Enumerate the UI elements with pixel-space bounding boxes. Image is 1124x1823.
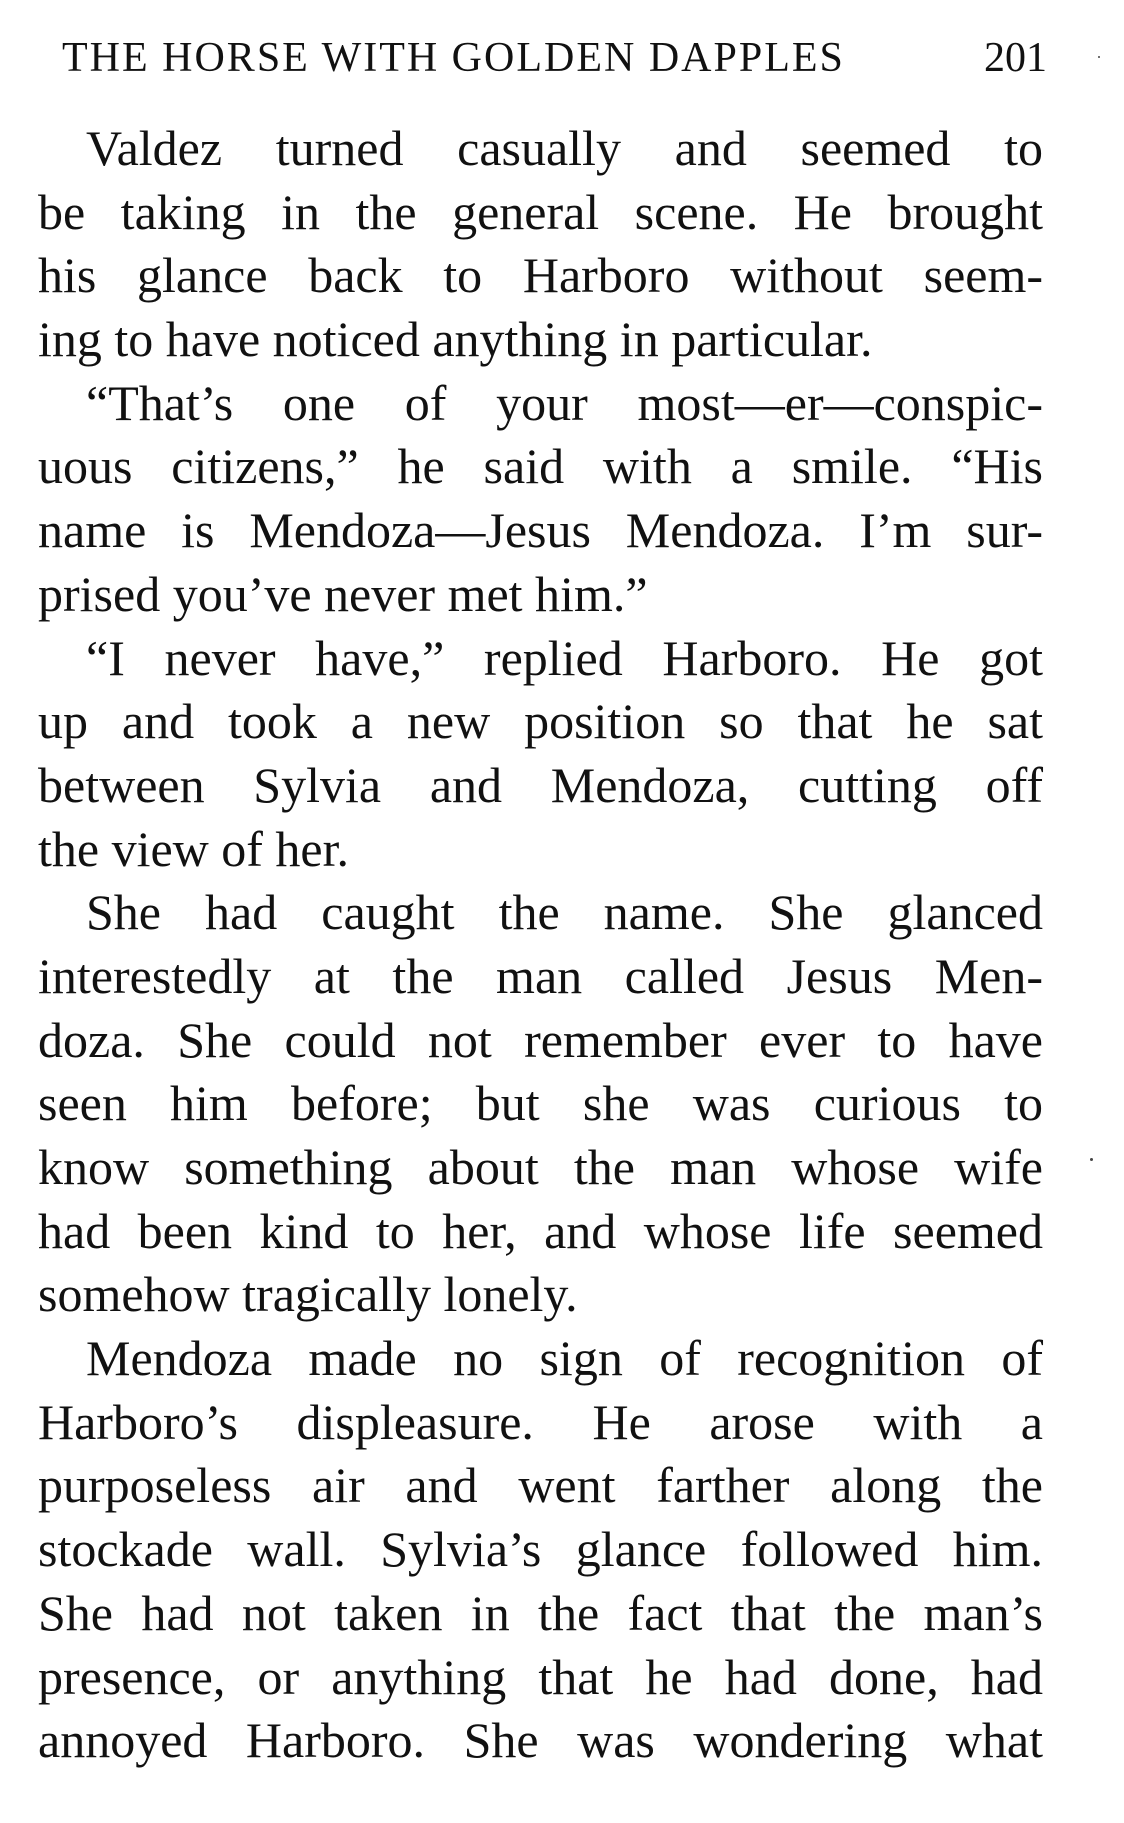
text-line: know something about the man whose wife bbox=[38, 1139, 1043, 1195]
text-line: his glance back to Harboro without seem- bbox=[38, 247, 1043, 304]
text-line: up and took a new position so that he sat bbox=[38, 693, 1043, 750]
paragraph bbox=[38, 117, 1043, 372]
text-line: purposeless air and went farther along the bbox=[38, 1457, 1043, 1514]
text-line: She had caught the name. She glanced bbox=[86, 884, 1043, 941]
text-line: She had not taken in the fact that the man’s bbox=[38, 1584, 1043, 1641]
text-line: uous citizens,” he said with a smile. “His bbox=[38, 438, 1043, 495]
text-line: between Sylvia and Mendoza, cutting off bbox=[38, 756, 1043, 813]
paragraph bbox=[38, 881, 1043, 1327]
text-line: “I never have,” replied Harboro. He got bbox=[86, 629, 1043, 686]
text-line: name is Mendoza—Jesus Mendoza. I’m sur- bbox=[38, 502, 1043, 559]
text-line: somehow tragically lonely. bbox=[38, 1266, 578, 1323]
running-title: THE HORSE WITH GOLDEN DAPPLES bbox=[62, 35, 845, 81]
text-line: seen him before; but she was curious to bbox=[38, 1075, 1043, 1132]
text-line: presence, or anything that he had done, had bbox=[38, 1648, 1043, 1705]
paragraph bbox=[38, 372, 1043, 627]
text-line: ing to have noticed anything in particular. bbox=[38, 311, 873, 368]
text-line: be taking in the general scene. He brought bbox=[38, 183, 1043, 240]
text-line: doza. She could not remember ever to have bbox=[38, 1011, 1043, 1068]
page-header bbox=[62, 30, 1047, 86]
scan-speck bbox=[1090, 1158, 1093, 1161]
text-line: had been kind to her, and whose life seemed bbox=[38, 1202, 1043, 1259]
text-line: the view of her. bbox=[38, 820, 350, 877]
paragraph bbox=[38, 627, 1043, 882]
text-line: annoyed Harboro. She was wondering what bbox=[38, 1712, 1043, 1769]
text-line: Harboro’s displeasure. He arose with a bbox=[38, 1393, 1043, 1450]
paragraph bbox=[38, 1327, 1043, 1773]
page-number: 201 bbox=[984, 35, 1047, 81]
text-line: prised you’ve never met him.” bbox=[38, 565, 648, 622]
text-line: interestedly at the man called Jesus Men- bbox=[38, 947, 1043, 1004]
body-text bbox=[38, 117, 1043, 1773]
text-line: Mendoza made no sign of recognition of bbox=[86, 1330, 1043, 1387]
scan-speck bbox=[1098, 56, 1100, 58]
text-line: stockade wall. Sylvia’s glance followed him. bbox=[38, 1521, 1043, 1578]
text-line: “That’s one of your most—er—conspic- bbox=[86, 374, 1043, 431]
text-line: Valdez turned casually and seemed to bbox=[86, 120, 1043, 176]
